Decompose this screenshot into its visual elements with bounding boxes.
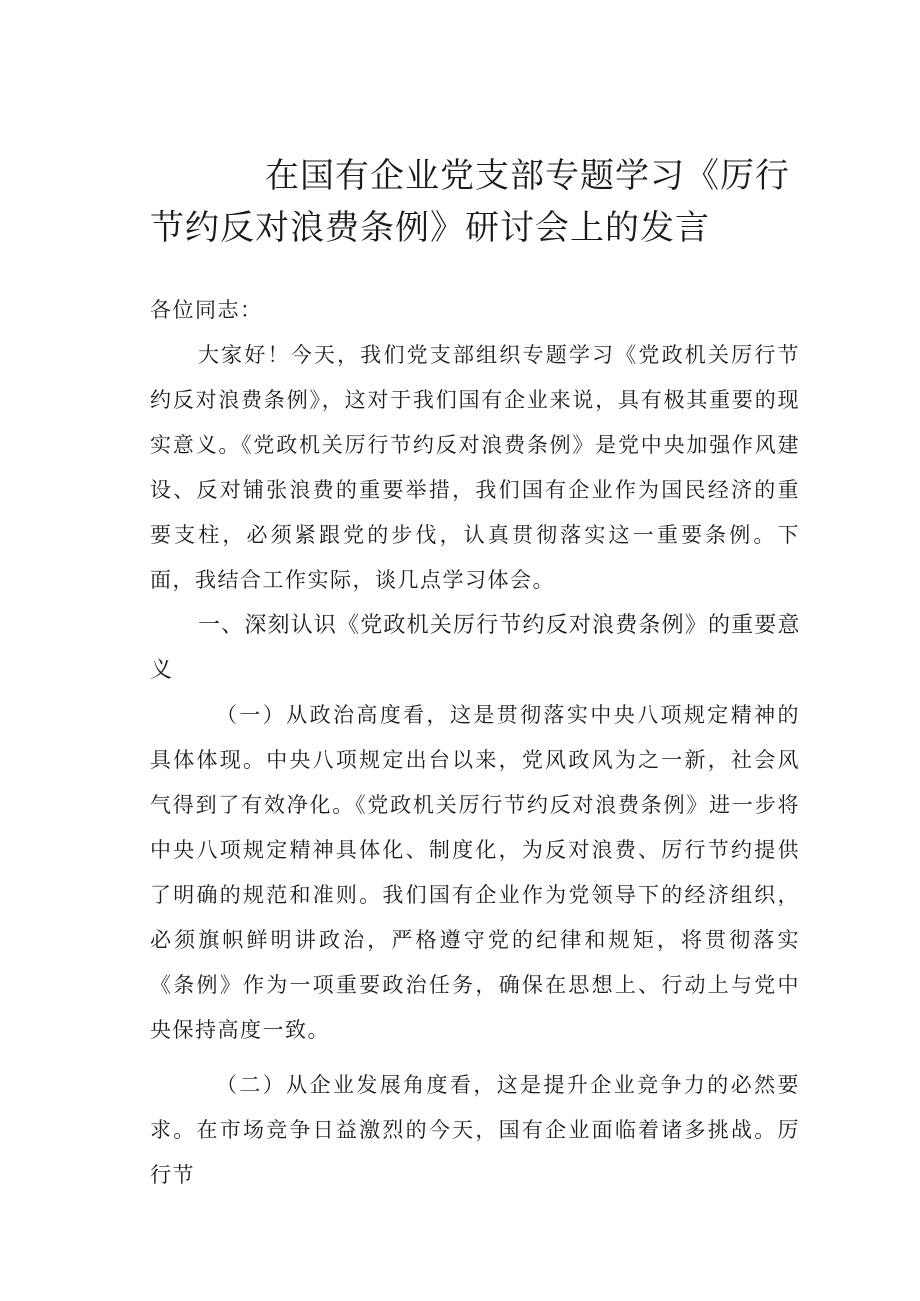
document-title: 在国有企业党支部专题学习《厉行节约反对浪费条例》研讨会上的发言 — [150, 156, 790, 248]
point-paragraph-2: （二）从企业发展角度看，这是提升企业竞争力的必然要求。在市场竞争日益激烈的今天，国有企业面临着诸多挑战。厉行节 — [150, 1073, 800, 1187]
document-body — [150, 288, 800, 1198]
point-paragraph-1: （一）从政治高度看，这是贯彻落实中央八项规定精神的具体体现。中央八项规定出台以来，党风政风为之一新，社会风气得到了有效净化。《党政机关厉行节约反对浪费条例》进一步将中央八项规定精神具体化、制度化，为反对浪费、厉行节约提供了明确的规范和准则。我们国有企业作为党领导下的经济组织，必须旗帜鲜明讲政治，严格遵守党的纪律和规矩，将贯彻落实《条例》作为一项重要政治任务，确保在思想上、行动上与党中央保持高度一致。 — [150, 703, 800, 1042]
salutation: 各位同志： — [150, 298, 263, 322]
section-heading-1: 一、深刻认识《党政机关厉行节约反对浪费条例》的重要意义 — [150, 613, 800, 683]
intro-paragraph: 大家好！今天，我们党支部组织专题学习《党政机关厉行节约反对浪费条例》，这对于我们国有企业来说，具有极其重要的现实意义。《党政机关厉行节约反对浪费条例》是党中央加强作风建设、反对铺张浪费的重要举措，我们国有企业作为国民经济的重要支柱，必须紧跟党的步伐，认真贯彻落实这一重要条例。下面，我结合工作实际，谈几点学习体会。 — [150, 343, 800, 592]
